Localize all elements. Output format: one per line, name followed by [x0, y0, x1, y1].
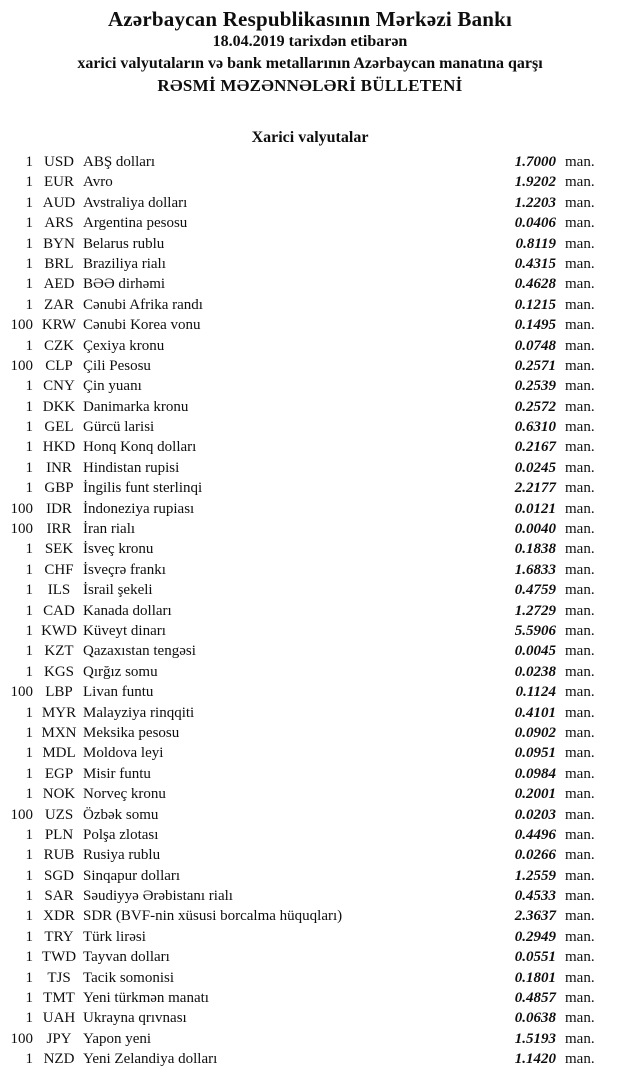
currency-name-cell: İndoneziya rupiası: [83, 500, 195, 517]
rate-row: [0, 845, 603, 865]
rate-value-cell: 0.8119: [515, 235, 556, 252]
quantity-cell: 1: [25, 745, 33, 762]
quantity-cell: 100: [10, 806, 33, 823]
currency-code-cell: DKK: [42, 398, 76, 415]
currency-code-cell: EUR: [44, 174, 74, 191]
currency-code-cell: BYN: [43, 235, 75, 252]
unit-label: man.: [565, 704, 595, 721]
unit-label: man.: [565, 194, 595, 211]
currency-name-cell: Belarus rublu: [83, 235, 165, 252]
quantity-cell: 1: [25, 826, 33, 843]
unit-label: man.: [565, 419, 595, 436]
currency-name-cell: ABŞ dolları: [83, 154, 156, 170]
rate-row: [0, 1029, 603, 1049]
quantity-cell: 1: [25, 255, 33, 272]
quantity-cell: 1: [25, 154, 33, 170]
rate-row: [0, 1049, 603, 1069]
quantity-cell: 1: [25, 419, 33, 436]
rate-row: [0, 601, 603, 621]
quantity-cell: 1: [25, 888, 33, 905]
rate-value-cell: 0.0406: [514, 215, 556, 232]
rate-row: [0, 784, 603, 804]
currency-name-cell: Qazaxıstan tengəsi: [83, 643, 196, 660]
rate-value-cell: 0.1124: [515, 684, 556, 701]
rate-value-cell: 0.1215: [514, 296, 556, 313]
rate-value-cell: 2.3637: [514, 908, 556, 925]
rate-row: [0, 1008, 603, 1028]
currency-name-cell: BƏƏ dirhəmi: [83, 276, 166, 293]
currency-code-cell: LBP: [45, 684, 73, 701]
unit-label: man.: [565, 602, 595, 619]
currency-code-cell: TWD: [41, 949, 77, 966]
rate-row: [0, 621, 603, 641]
currency-name-cell: Hindistan rupisi: [83, 459, 180, 476]
quantity-cell: 1: [25, 480, 33, 497]
currency-code-cell: CZK: [44, 337, 74, 354]
rate-value-cell: 0.0902: [514, 724, 556, 741]
currency-code-cell: KRW: [41, 317, 77, 334]
unit-label: man.: [565, 806, 595, 823]
rate-row: [0, 988, 603, 1008]
unit-label: man.: [565, 459, 595, 476]
unit-label: man.: [565, 154, 595, 170]
currency-code-cell: KGS: [43, 663, 74, 680]
quantity-cell: 1: [25, 1010, 33, 1027]
currency-name-cell: Avstraliya dolları: [83, 194, 188, 211]
currency-code-cell: ARS: [44, 215, 74, 232]
currency-code-cell: MXN: [41, 724, 77, 741]
currency-name-cell: Rusiya rublu: [83, 847, 161, 864]
quantity-cell: 1: [25, 724, 33, 741]
unit-label: man.: [565, 949, 595, 966]
currency-code-cell: PLN: [44, 826, 74, 843]
rate-row: [0, 417, 603, 437]
quantity-cell: 1: [25, 867, 33, 884]
quantity-cell: 100: [10, 500, 33, 517]
rate-value-cell: 1.1420: [514, 1051, 556, 1068]
currency-name-cell: Kanada dolları: [83, 602, 172, 619]
currency-name-cell: İngilis funt sterlinqi: [83, 480, 203, 497]
rate-row: [0, 234, 603, 254]
rate-value-cell: 0.4101: [514, 704, 556, 721]
currency-code-cell: TMT: [43, 990, 75, 1007]
quantity-cell: 1: [25, 235, 33, 252]
currency-code-cell: SGD: [43, 867, 74, 884]
rate-row: [0, 560, 603, 580]
rate-row: [0, 356, 603, 376]
unit-label: man.: [565, 663, 595, 680]
unit-label: man.: [565, 357, 595, 374]
rate-row: [0, 336, 603, 356]
rate-value-cell: 0.4628: [514, 276, 556, 293]
currency-name-cell: Tacik somonisi: [83, 969, 175, 986]
quantity-cell: 1: [25, 663, 33, 680]
currency-name-cell: Meksika pesosu: [83, 724, 180, 741]
currency-code-cell: SAR: [44, 888, 74, 905]
currency-code-cell: TRY: [44, 928, 74, 945]
rate-value-cell: 1.2559: [514, 867, 556, 884]
currency-code-cell: GEL: [44, 419, 74, 436]
quantity-cell: 1: [25, 194, 33, 211]
unit-label: man.: [565, 786, 595, 803]
currency-code-cell: ZAR: [44, 296, 74, 313]
currency-name-cell: Cənubi Afrika randı: [83, 296, 203, 313]
currency-code-cell: NZD: [43, 1051, 75, 1068]
currency-name-cell: Moldova leyi: [83, 745, 164, 762]
quantity-cell: 1: [25, 908, 33, 925]
unit-label: man.: [565, 378, 595, 395]
quantity-cell: 100: [10, 684, 33, 701]
rate-row: [0, 193, 603, 213]
unit-label: man.: [565, 500, 595, 517]
rate-row: [0, 641, 603, 661]
currency-code-cell: CHF: [44, 561, 74, 578]
currency-name-cell: İran rialı: [83, 521, 136, 538]
unit-label: man.: [565, 888, 595, 905]
unit-label: man.: [565, 684, 595, 701]
rate-row: [0, 886, 603, 906]
rate-value-cell: 0.2572: [514, 398, 556, 415]
currency-name-cell: Argentina pesosu: [83, 215, 188, 232]
rate-value-cell: 0.0551: [514, 949, 556, 966]
quantity-cell: 100: [10, 317, 33, 334]
page-title: Azərbaycan Respublikasının Mərkəzi Bankı: [107, 7, 513, 31]
rate-row: [0, 580, 603, 600]
rate-value-cell: 0.0203: [514, 806, 556, 823]
unit-label: man.: [565, 317, 595, 334]
rate-value-cell: 0.2001: [514, 786, 556, 803]
rate-row: [0, 499, 603, 519]
currency-code-cell: ILS: [47, 582, 71, 599]
quantity-cell: 1: [25, 765, 33, 782]
currency-name-cell: Yeni Zelandiya dolları: [83, 1051, 218, 1068]
quantity-cell: 1: [25, 398, 33, 415]
rate-value-cell: 0.6310: [514, 419, 556, 436]
currency-name-cell: Yeni türkmən manatı: [83, 990, 209, 1007]
quantity-cell: 100: [10, 1030, 33, 1047]
rate-value-cell: 0.4857: [514, 990, 556, 1007]
rate-row: [0, 274, 603, 294]
currency-name-cell: Tayvan dolları: [83, 949, 170, 966]
quantity-cell: 100: [10, 357, 33, 374]
quantity-cell: 1: [25, 215, 33, 232]
currency-name-cell: Malayziya rinqqiti: [83, 704, 195, 721]
rate-row: [0, 254, 603, 274]
rate-value-cell: 1.5193: [514, 1030, 556, 1047]
currency-name-cell: İsveç kronu: [83, 541, 154, 558]
rate-value-cell: 0.0121: [514, 500, 556, 517]
rate-value-cell: 1.6833: [514, 561, 556, 578]
currency-name-cell: Səudiyyə Ərəbistanı rialı: [83, 888, 233, 905]
rate-row: [0, 662, 603, 682]
unit-label: man.: [565, 521, 595, 538]
rate-value-cell: 0.0984: [514, 765, 556, 782]
unit-label: man.: [565, 622, 595, 639]
currency-code-cell: SEK: [44, 541, 74, 558]
currency-name-cell: Türk lirəsi: [83, 928, 146, 945]
currency-name-cell: Sinqapur dolları: [83, 867, 181, 884]
currency-code-cell: CAD: [43, 602, 75, 619]
unit-label: man.: [565, 276, 595, 293]
rate-value-cell: 0.0045: [514, 643, 556, 660]
rate-value-cell: 0.4315: [514, 255, 556, 272]
quantity-cell: 1: [25, 643, 33, 660]
effective-date: 18.04.2019 tarixdən etibarən: [212, 33, 408, 50]
rate-row: [0, 723, 603, 743]
currency-name-cell: Honq Konq dolları: [83, 439, 197, 456]
currency-name-cell: Misir funtu: [83, 765, 151, 782]
currency-name-cell: Qırğız somu: [83, 663, 158, 680]
unit-label: man.: [565, 969, 595, 986]
currency-code-cell: XDR: [43, 908, 75, 925]
currency-code-cell: JPY: [46, 1030, 72, 1047]
unit-label: man.: [565, 908, 595, 925]
quantity-cell: 1: [25, 969, 33, 986]
quantity-cell: 100: [10, 521, 33, 538]
unit-label: man.: [565, 337, 595, 354]
quantity-cell: 1: [25, 582, 33, 599]
quantity-cell: 1: [25, 541, 33, 558]
rate-row: [0, 437, 603, 457]
unit-label: man.: [565, 847, 595, 864]
rate-row: [0, 825, 603, 845]
currency-code-cell: CNY: [43, 378, 75, 395]
rate-row: [0, 866, 603, 886]
unit-label: man.: [565, 765, 595, 782]
rate-value-cell: 0.0951: [514, 745, 556, 762]
currency-name-cell: Çin yuanı: [83, 378, 142, 395]
rate-value-cell: 0.2571: [514, 357, 556, 374]
currency-code-cell: EGP: [44, 765, 74, 782]
rate-row: [0, 805, 603, 825]
currency-code-cell: NOK: [42, 786, 76, 803]
rate-value-cell: 0.1838: [514, 541, 556, 558]
quantity-cell: 1: [25, 337, 33, 354]
currency-name-cell: Norveç kronu: [83, 786, 166, 803]
rate-value-cell: 0.4759: [514, 582, 556, 599]
quantity-cell: 1: [25, 1051, 33, 1068]
rate-value-cell: 1.7000: [514, 154, 556, 170]
rate-row: [0, 478, 603, 498]
unit-label: man.: [565, 398, 595, 415]
currency-name-cell: Danimarka kronu: [83, 398, 189, 415]
currency-code-cell: INR: [46, 459, 72, 476]
rate-value-cell: 0.0040: [514, 521, 556, 538]
currency-name-cell: Yapon yeni: [83, 1030, 152, 1047]
currency-code-cell: CLP: [45, 357, 73, 374]
section-title: Xarici valyutalar: [251, 129, 369, 146]
rate-row: [0, 743, 603, 763]
rate-value-cell: 0.4496: [514, 826, 556, 843]
quantity-cell: 1: [25, 561, 33, 578]
currency-name-cell: Gürcü larisi: [83, 419, 155, 436]
rate-value-cell: 0.1801: [514, 969, 556, 986]
unit-label: man.: [565, 928, 595, 945]
subtitle: xarici valyutaların və bank metallarının Azərbaycan manatına qarşı: [77, 55, 543, 72]
rate-row: [0, 927, 603, 947]
rate-row: [0, 213, 603, 233]
currency-code-cell: AED: [43, 276, 75, 293]
currency-code-cell: RUB: [43, 847, 75, 864]
quantity-cell: 1: [25, 622, 33, 639]
unit-label: man.: [565, 296, 595, 313]
rate-row: [0, 764, 603, 784]
unit-label: man.: [565, 826, 595, 843]
currency-code-cell: USD: [43, 154, 74, 170]
quantity-cell: 1: [25, 990, 33, 1007]
rate-value-cell: 1.2203: [514, 194, 556, 211]
rate-value-cell: 0.4533: [514, 888, 556, 905]
currency-name-cell: İsrail şekeli: [83, 582, 153, 599]
unit-label: man.: [565, 1030, 595, 1047]
quantity-cell: 1: [25, 704, 33, 721]
unit-label: man.: [565, 174, 595, 191]
unit-label: man.: [565, 1051, 595, 1068]
unit-label: man.: [565, 582, 595, 599]
unit-label: man.: [565, 541, 595, 558]
quantity-cell: 1: [25, 928, 33, 945]
unit-label: man.: [565, 215, 595, 232]
currency-code-cell: IRR: [46, 521, 72, 538]
rate-value-cell: 2.2177: [514, 480, 556, 497]
bulletin-title: RƏSMİ MƏZƏNNƏLƏRİ BÜLLETENİ: [157, 76, 463, 95]
currency-name-cell: Polşa zlotası: [83, 826, 159, 843]
currency-code-cell: MYR: [41, 704, 77, 721]
currency-code-cell: IDR: [46, 500, 72, 517]
quantity-cell: 1: [25, 786, 33, 803]
currency-code-cell: KZT: [44, 643, 74, 660]
rate-value-cell: 0.0238: [514, 663, 556, 680]
rate-value-cell: 0.2539: [514, 378, 556, 395]
rate-value-cell: 1.9202: [514, 174, 556, 191]
currency-name-cell: Ukrayna qrıvnası: [83, 1010, 187, 1027]
currency-code-cell: UZS: [44, 806, 74, 823]
unit-label: man.: [565, 255, 595, 272]
rate-row: [0, 376, 603, 396]
unit-label: man.: [565, 561, 595, 578]
rate-value-cell: 0.1495: [514, 317, 556, 334]
currency-name-cell: Avro: [83, 174, 113, 191]
rate-row: [0, 947, 603, 967]
currency-code-cell: KWD: [41, 622, 77, 639]
currency-code-cell: AUD: [42, 194, 76, 211]
currency-code-cell: UAH: [42, 1010, 76, 1027]
quantity-cell: 1: [25, 602, 33, 619]
currency-name-cell: Çexiya kronu: [83, 337, 165, 354]
quantity-cell: 1: [25, 378, 33, 395]
currency-name-cell: Küveyt dinarı: [83, 622, 166, 639]
unit-label: man.: [565, 480, 595, 497]
rate-row: [0, 397, 603, 417]
rate-row: [0, 458, 603, 478]
rate-row: [0, 703, 603, 723]
unit-label: man.: [565, 867, 595, 884]
currency-code-cell: TJS: [47, 969, 71, 986]
unit-label: man.: [565, 745, 595, 762]
bulletin-header: [0, 0, 620, 97]
rate-row: [0, 295, 603, 315]
rate-row: [0, 519, 603, 539]
quantity-cell: 1: [25, 459, 33, 476]
rate-value-cell: 0.0748: [514, 337, 556, 354]
unit-label: man.: [565, 1010, 595, 1027]
rates-table: [0, 152, 620, 1070]
rate-row: [0, 152, 603, 172]
currency-name-cell: Braziliya rialı: [83, 255, 166, 272]
unit-label: man.: [565, 990, 595, 1007]
quantity-cell: 1: [25, 296, 33, 313]
currency-name-cell: Cənubi Korea vonu: [83, 317, 201, 334]
currency-name-cell: Özbək somu: [83, 806, 159, 823]
unit-label: man.: [565, 235, 595, 252]
rate-value-cell: 0.2949: [514, 928, 556, 945]
quantity-cell: 1: [25, 276, 33, 293]
currency-code-cell: BRL: [44, 255, 74, 272]
rate-row: [0, 968, 603, 988]
quantity-cell: 1: [25, 949, 33, 966]
rate-row: [0, 906, 603, 926]
quantity-cell: 1: [25, 174, 33, 191]
rate-row: [0, 172, 603, 192]
rate-value-cell: 0.0245: [514, 459, 556, 476]
rate-value-cell: 0.0266: [514, 847, 556, 864]
rate-row: [0, 539, 603, 559]
rate-value-cell: 1.2729: [514, 602, 556, 619]
currency-code-cell: HKD: [42, 439, 76, 456]
currency-name-cell: SDR (BVF-nin xüsusi borcalma hüquqları): [83, 908, 343, 925]
rate-value-cell: 0.2167: [514, 439, 556, 456]
rate-value-cell: 5.5906: [514, 622, 556, 639]
rate-value-cell: 0.0638: [514, 1010, 556, 1027]
quantity-cell: 1: [25, 847, 33, 864]
currency-code-cell: GBP: [44, 480, 74, 497]
unit-label: man.: [565, 643, 595, 660]
unit-label: man.: [565, 439, 595, 456]
rate-row: [0, 682, 603, 702]
currency-code-cell: MDL: [42, 745, 76, 762]
currency-name-cell: İsveçrə frankı: [83, 561, 166, 578]
unit-label: man.: [565, 724, 595, 741]
currency-name-cell: Livan funtu: [83, 684, 154, 701]
quantity-cell: 1: [25, 439, 33, 456]
currency-name-cell: Çili Pesosu: [83, 357, 151, 374]
rate-row: [0, 315, 603, 335]
